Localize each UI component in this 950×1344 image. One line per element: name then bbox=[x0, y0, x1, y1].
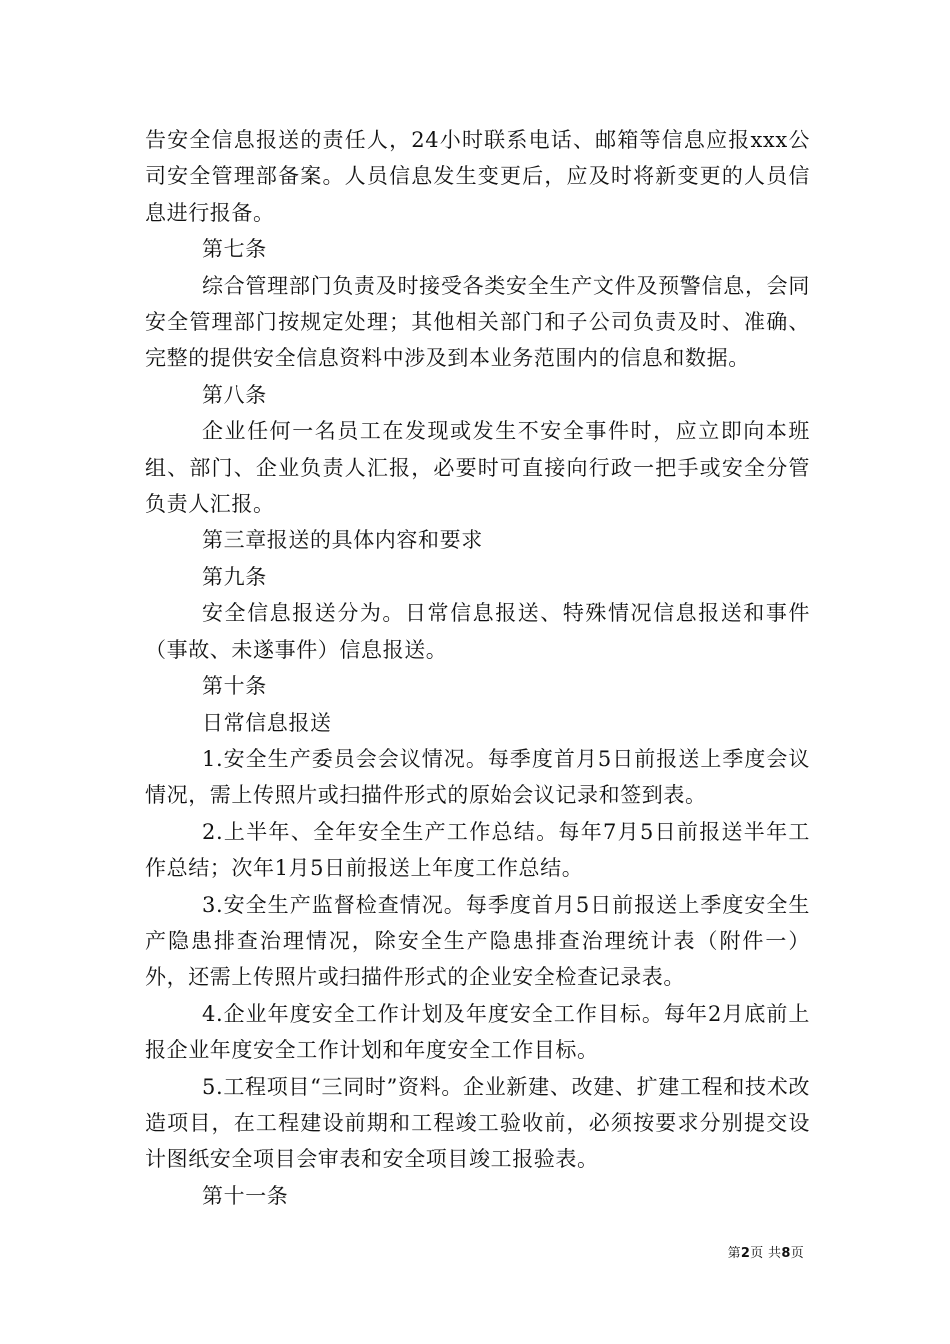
paragraph: 日常信息报送 bbox=[202, 710, 332, 735]
list-item: 1.安全生产委员会会议情况。每季度首月5日前报送上季度会议情况，需上传照片或扫描件形式的原始会议记录和签到表。 bbox=[145, 746, 810, 808]
page-number-footer bbox=[728, 1245, 804, 1263]
list-item: 4.企业年度安全工作计划及年度安全工作目标。每年2月底前上报企业年度安全工作计划和年度安全工作目标。 bbox=[145, 1001, 810, 1063]
paragraph: 综合管理部门负责及时接受各类安全生产文件及预警信息，会同安全管理部门按规定处理；其他相关部门和子公司负责及时、准确、完整的提供安全信息资料中涉及到本业务范围内的信息和数据。 bbox=[145, 273, 810, 371]
article-heading: 第九条 bbox=[202, 564, 267, 589]
article-heading: 第十一条 bbox=[202, 1183, 289, 1208]
paragraph: 告安全信息报送的责任人，24小时联系电话、邮箱等信息应报xxx公司安全管理部备案。人员信息发生变更后，应及时将新变更的人员信息进行报备。 bbox=[145, 128, 810, 225]
footer-prefix: 第 bbox=[727, 1246, 741, 1261]
document-body bbox=[145, 122, 810, 1214]
current-page-number: 2 bbox=[740, 1246, 751, 1261]
paragraph: 企业任何一名员工在发现或发生不安全事件时，应立即向本班组、部门、企业负责人汇报，必要时可直接向行政一把手或安全分管负责人汇报。 bbox=[145, 419, 810, 517]
total-pages-number: 8 bbox=[781, 1246, 791, 1261]
list-item: 5.工程项目“三同时”资料。企业新建、改建、扩建工程和技术改造项目，在工程建设前期和工程竣工验收前，必须按要求分别提交设计图纸安全项目会审表和安全项目竣工报验表。 bbox=[145, 1074, 810, 1172]
chapter-heading: 第三章报送的具体内容和要求 bbox=[202, 528, 483, 553]
list-item: 3.安全生产监督检查情况。每季度首月5日前报送上季度安全生产隐患排查治理情况，除安全生产隐患排查治理统计表（附件一）外，还需上传照片或扫描件形式的企业安全检查记录表。 bbox=[145, 892, 810, 990]
article-heading: 第七条 bbox=[202, 237, 267, 262]
footer-middle: 页 共 bbox=[750, 1246, 782, 1261]
paragraph: 安全信息报送分为。日常信息报送、特殊情况信息报送和事件（事故、未遂事件）信息报送。 bbox=[145, 601, 810, 662]
article-heading: 第十条 bbox=[202, 674, 267, 699]
list-item: 2.上半年、全年安全生产工作总结。每年7月5日前报送半年工作总结；次年1月5日前报送上年度工作总结。 bbox=[145, 819, 810, 881]
article-heading: 第八条 bbox=[202, 382, 267, 407]
footer-suffix: 页 bbox=[790, 1246, 804, 1261]
